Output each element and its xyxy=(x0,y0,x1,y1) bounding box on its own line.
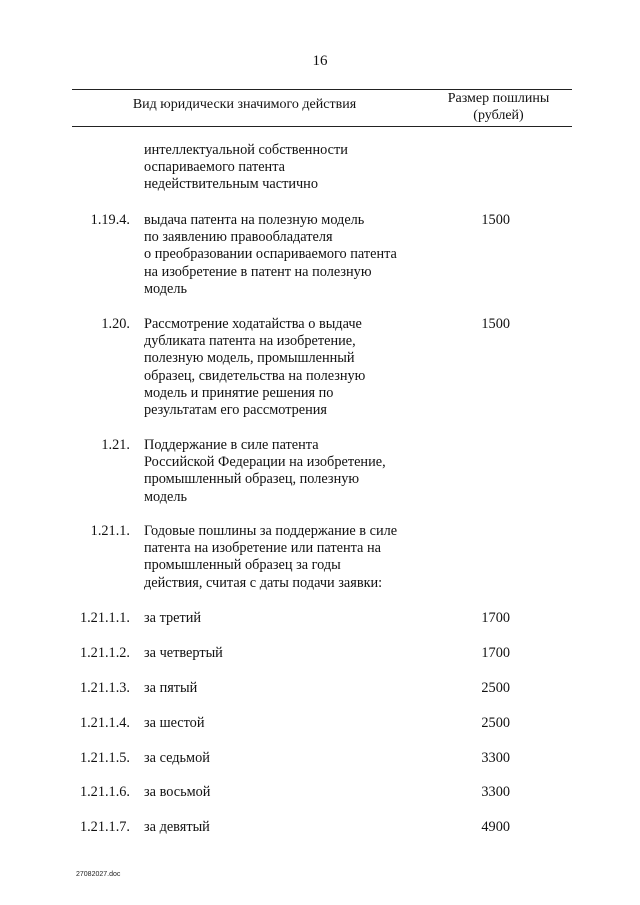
row-description: интеллектуальной собственности оспариваемого патента недействительным частично xyxy=(144,142,348,193)
row-number: 1.21.1.2. xyxy=(79,645,130,661)
row-description: за третий xyxy=(144,610,202,626)
row-description: выдача патента на полезную модель по заявлению правообладателя о преобразовании оспариваемого патента на изобретение в патент на полезную модель xyxy=(144,212,397,297)
row-fee: 3300 xyxy=(481,784,510,800)
row-fee: 2500 xyxy=(481,680,510,696)
page-number: 16 xyxy=(312,53,328,69)
row-number: 1.20. xyxy=(101,316,130,332)
row-description: Рассмотрение ходатайства о выдаче дубликата патента на изобретение, полезную модель, промышленный образец, свидетельства на полезную модель и принятие решения по результатам его рассмотрения xyxy=(144,316,366,419)
row-description: за девятый xyxy=(144,819,210,835)
row-number: 1.21.1.3. xyxy=(79,680,130,696)
row-description: за пятый xyxy=(144,680,198,696)
row-number: 1.19.4. xyxy=(90,212,130,228)
row-fee: 1500 xyxy=(481,212,510,228)
header-fee-column xyxy=(425,90,572,124)
row-description: Годовые пошлины за поддержание в силе патента на изобретение или патента на промышленный образец за годы действия, считая с даты подачи заявки: xyxy=(144,523,398,591)
row-number: 1.21.1.7. xyxy=(79,819,130,835)
row-description: за седьмой xyxy=(144,750,210,766)
row-fee: 2500 xyxy=(481,715,510,731)
row-fee: 1500 xyxy=(481,316,510,332)
header-fee-line2: (рублей) xyxy=(473,108,524,123)
row-number: 1.21.1.4. xyxy=(79,715,130,731)
table-header-rule xyxy=(72,126,572,127)
row-fee: 3300 xyxy=(481,750,510,766)
row-number: 1.21.1.1. xyxy=(79,610,130,626)
row-number: 1.21.1. xyxy=(90,523,130,539)
row-fee: 4900 xyxy=(481,819,510,835)
row-number: 1.21. xyxy=(101,437,130,453)
row-number: 1.21.1.5. xyxy=(79,750,130,766)
row-description: за шестой xyxy=(144,715,205,731)
row-fee: 1700 xyxy=(481,610,510,626)
row-description: Поддержание в силе патента Российской Федерации на изобретение, промышленный образец, полезную модель xyxy=(144,437,386,505)
row-fee: 1700 xyxy=(481,645,510,661)
header-fee-line1: Размер пошлины xyxy=(447,91,550,106)
row-description: за четвертый xyxy=(144,645,223,661)
row-number: 1.21.1.6. xyxy=(79,784,130,800)
header-action-column: Вид юридически значимого действия xyxy=(132,97,357,112)
row-description: за восьмой xyxy=(144,784,211,800)
document-filename: 27082027.doc xyxy=(76,871,121,878)
